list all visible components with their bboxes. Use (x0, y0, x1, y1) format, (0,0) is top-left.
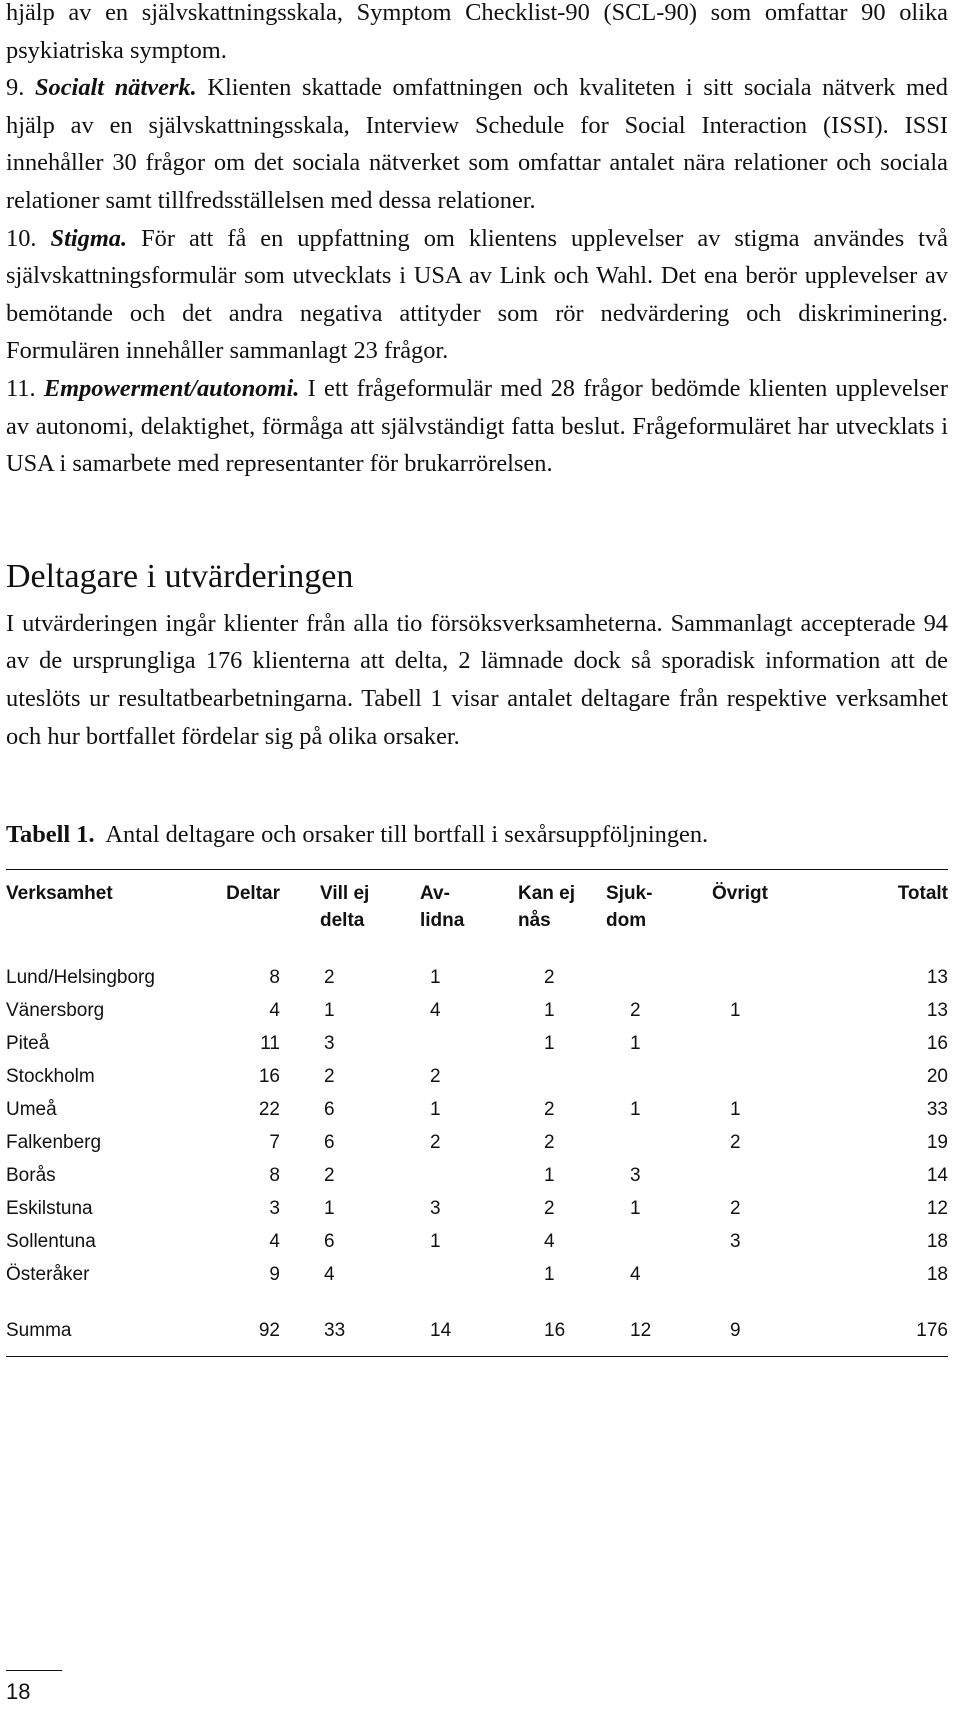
cell-text: 4 (630, 1263, 641, 1285)
cell-text: 14 (430, 1319, 452, 1341)
value-cell (592, 1093, 702, 1126)
cell-text: 12 (630, 1319, 652, 1341)
table-caption-label: Tabell 1. (6, 821, 95, 849)
cell-text: 8 (269, 1164, 280, 1186)
cell-text: Summa (6, 1319, 72, 1341)
row-label-cell (6, 994, 206, 1027)
value-cell (284, 1258, 394, 1291)
value-cell (494, 1027, 592, 1060)
item-term: Empowerment/autonomi. (43, 374, 300, 402)
value-cell (702, 1126, 794, 1159)
cell-text: Borås (6, 1164, 56, 1186)
value-cell (702, 954, 794, 994)
cell-text: 4 (430, 999, 441, 1021)
row-label-cell (6, 1258, 206, 1291)
table-row (6, 1192, 948, 1225)
value-cell (702, 1192, 794, 1225)
list-item-social-network (6, 69, 948, 219)
value-cell (206, 1027, 284, 1060)
value-cell (592, 1027, 702, 1060)
item-number: 9. (6, 74, 25, 102)
value-cell (794, 1060, 948, 1093)
column-header-line: Av- (420, 883, 450, 905)
table-row (6, 1126, 948, 1159)
value-cell (794, 1258, 948, 1291)
cell-text: Umeå (6, 1098, 57, 1120)
item-term: Socialt nätverk. (34, 74, 197, 102)
value-cell (702, 1060, 794, 1093)
cell-text: 1 (544, 1263, 555, 1285)
value-cell (206, 1159, 284, 1192)
cell-text: 2 (544, 966, 555, 988)
cell-text: 13 (926, 999, 948, 1021)
row-label-cell (6, 1192, 206, 1225)
cell-text: 13 (926, 966, 948, 988)
column-header-line: Vill ej (320, 883, 370, 905)
row-label-cell (6, 954, 206, 994)
value-cell (592, 994, 702, 1027)
column-header-line: Sjuk- (606, 883, 653, 905)
value-cell (494, 1060, 592, 1093)
cell-text: 2 (730, 1131, 741, 1153)
value-cell (206, 1192, 284, 1225)
cell-text: Piteå (6, 1032, 50, 1054)
value-cell (394, 1291, 494, 1356)
item-term: Stigma. (50, 224, 128, 252)
cell-text: 1 (324, 1197, 335, 1219)
value-cell (702, 1225, 794, 1258)
cell-text: 14 (926, 1164, 948, 1186)
cell-text: 4 (269, 999, 280, 1021)
cell-text: 1 (544, 1032, 555, 1054)
cell-text: 1 (730, 999, 741, 1021)
intro-paragraph: hjälp av en självskattningsskala, Symptom Checklist-90 (SCL-90) som omfattar 90 olika psykiatriska symptom. (6, 0, 948, 64)
cell-text: 2 (544, 1131, 555, 1153)
cell-text: 3 (269, 1197, 280, 1219)
cell-text: 9 (730, 1319, 741, 1341)
value-cell (394, 1159, 494, 1192)
cell-text: 9 (269, 1263, 280, 1285)
cell-text: 1 (630, 1197, 641, 1219)
value-cell (702, 994, 794, 1027)
cell-text: Falkenberg (6, 1131, 102, 1153)
table-header-row (6, 870, 948, 954)
value-cell (206, 1225, 284, 1258)
value-cell (592, 1258, 702, 1291)
value-cell (394, 1027, 494, 1060)
value-cell (284, 1060, 394, 1093)
value-cell (284, 1291, 394, 1356)
value-cell (206, 1291, 284, 1356)
cell-text: 2 (324, 1164, 335, 1186)
value-cell (592, 1126, 702, 1159)
cell-text: 92 (258, 1319, 280, 1341)
cell-text: Stockholm (6, 1065, 95, 1087)
cell-text: 1 (430, 1098, 441, 1120)
cell-text: 4 (324, 1263, 335, 1285)
value-cell (206, 954, 284, 994)
value-cell (702, 1258, 794, 1291)
cell-text: 6 (324, 1230, 335, 1252)
value-cell (592, 1192, 702, 1225)
value-cell (794, 1093, 948, 1126)
table-row (6, 1258, 948, 1291)
value-cell (702, 1027, 794, 1060)
value-cell (592, 1291, 702, 1356)
value-cell (394, 1060, 494, 1093)
value-cell (284, 1159, 394, 1192)
cell-text: 6 (324, 1098, 335, 1120)
cell-text: 18 (926, 1263, 948, 1285)
cell-text: 20 (926, 1065, 948, 1087)
column-header (6, 870, 206, 954)
row-label-cell (6, 1093, 206, 1126)
table-row (6, 1027, 948, 1060)
cell-text: 6 (324, 1131, 335, 1153)
value-cell (794, 1291, 948, 1356)
cell-text: 1 (544, 999, 555, 1021)
table-total-row (6, 1291, 948, 1356)
table-body (6, 954, 948, 1356)
cell-text: 1 (630, 1032, 641, 1054)
column-header-line: delta (320, 910, 365, 932)
column-header (284, 870, 394, 954)
value-cell (284, 1126, 394, 1159)
page-number: 18 (6, 1670, 62, 1705)
cell-text: 4 (544, 1230, 555, 1252)
column-header (794, 870, 948, 954)
value-cell (394, 1093, 494, 1126)
cell-text: 2 (730, 1197, 741, 1219)
table-caption-text: Antal deltagare och orsaker till bortfall i sexårsuppföljningen. (105, 821, 709, 849)
value-cell (284, 1225, 394, 1258)
item-text: I ett frågeformulär med 28 frågor bedömde klienten upplevelser av autonomi, delaktighet, förmåga att självständigt fatta beslut. Frågeformuläret har utvecklats i USA i samarbete med representanter för brukarrörelsen. (6, 374, 948, 478)
value-cell (206, 1093, 284, 1126)
cell-text: 19 (926, 1131, 948, 1153)
value-cell (394, 1126, 494, 1159)
column-header (494, 870, 592, 954)
value-cell (494, 1093, 592, 1126)
value-cell (206, 1258, 284, 1291)
column-header-line: Kan ej (518, 883, 576, 905)
cell-text: 8 (269, 966, 280, 988)
value-cell (284, 954, 394, 994)
row-label-cell (6, 1159, 206, 1192)
cell-text: 16 (926, 1032, 948, 1054)
column-header-line: lidna (420, 910, 465, 932)
value-cell (394, 1225, 494, 1258)
value-cell (394, 1192, 494, 1225)
cell-text: Eskilstuna (6, 1197, 93, 1219)
cell-text: 2 (430, 1131, 441, 1153)
cell-text: 16 (544, 1319, 566, 1341)
cell-text: Österåker (6, 1263, 90, 1285)
item-number: 10. (6, 224, 37, 252)
row-label-cell (6, 1291, 206, 1356)
value-cell (794, 994, 948, 1027)
value-cell (494, 1291, 592, 1356)
value-cell (702, 1093, 794, 1126)
cell-text: 2 (430, 1065, 441, 1087)
value-cell (394, 994, 494, 1027)
value-cell (794, 1126, 948, 1159)
cell-text: 33 (926, 1098, 948, 1120)
cell-text: 2 (630, 999, 641, 1021)
cell-text: 7 (269, 1131, 280, 1153)
value-cell (794, 1192, 948, 1225)
value-cell (206, 994, 284, 1027)
row-label-cell (6, 1126, 206, 1159)
value-cell (702, 1291, 794, 1356)
table-row (6, 954, 948, 994)
cell-text: 12 (926, 1197, 948, 1219)
table-row (6, 1159, 948, 1192)
cell-text: Lund/Helsingborg (6, 966, 155, 988)
cell-text: 4 (269, 1230, 280, 1252)
cell-text: 3 (430, 1197, 441, 1219)
value-cell (702, 1159, 794, 1192)
cell-text: 2 (324, 1065, 335, 1087)
table-row (6, 1225, 948, 1258)
cell-text: 33 (324, 1319, 346, 1341)
column-header (206, 870, 284, 954)
cell-text: 3 (324, 1032, 335, 1054)
column-header-line: Totalt (897, 883, 948, 905)
table-row (6, 1060, 948, 1093)
cell-text: 2 (324, 966, 335, 988)
value-cell (284, 1027, 394, 1060)
value-cell (592, 954, 702, 994)
document-page (6, 0, 948, 1357)
value-cell (284, 1093, 394, 1126)
column-header-line: dom (606, 910, 647, 932)
cell-text: 3 (730, 1230, 741, 1252)
list-item-empowerment (6, 370, 948, 483)
value-cell (494, 1126, 592, 1159)
cell-text: 1 (544, 1164, 555, 1186)
cell-text: Vänersborg (6, 999, 105, 1021)
column-header-line: Övrigt (712, 883, 768, 905)
value-cell (494, 994, 592, 1027)
value-cell (206, 1126, 284, 1159)
value-cell (494, 1192, 592, 1225)
cell-text: 1 (430, 1230, 441, 1252)
table-row (6, 1093, 948, 1126)
value-cell (794, 1225, 948, 1258)
value-cell (794, 1027, 948, 1060)
value-cell (794, 1159, 948, 1192)
cell-text: 16 (258, 1065, 280, 1087)
value-cell (592, 1225, 702, 1258)
cell-text: 3 (630, 1164, 641, 1186)
section-heading: Deltagare i utvärderingen (6, 557, 354, 595)
column-header-line: Deltar (226, 883, 280, 905)
value-cell (394, 1258, 494, 1291)
list-item-stigma (6, 220, 948, 370)
value-cell (494, 1258, 592, 1291)
cell-text: 11 (260, 1032, 280, 1054)
row-label-cell (6, 1225, 206, 1258)
value-cell (494, 954, 592, 994)
item-number: 11. (6, 374, 36, 402)
column-header (592, 870, 702, 954)
value-cell (592, 1060, 702, 1093)
cell-text: 1 (630, 1098, 641, 1120)
cell-text: 176 (916, 1319, 948, 1341)
row-label-cell (6, 1060, 206, 1093)
cell-text: 2 (544, 1098, 555, 1120)
value-cell (592, 1159, 702, 1192)
table-bottom-rule (6, 1356, 948, 1357)
item-text: För att få en uppfattning om klientens upplevelser av stigma användes två självskattningsformulär som utvecklats i USA av Link och Wahl. Det ena berör upplevelser av bemötande och det andra negativa attityder som rör nedvärdering och diskriminering. Formulären innehåller sammanlagt 23 frågor. (6, 224, 948, 365)
value-cell (394, 954, 494, 994)
participants-table (6, 870, 948, 1356)
value-cell (284, 994, 394, 1027)
cell-text: 2 (544, 1197, 555, 1219)
table-row (6, 994, 948, 1027)
cell-text: 18 (926, 1230, 948, 1252)
cell-text: 1 (324, 999, 335, 1021)
value-cell (284, 1192, 394, 1225)
column-header-line: nås (518, 910, 551, 932)
column-header (394, 870, 494, 954)
value-cell (494, 1159, 592, 1192)
cell-text: 1 (730, 1098, 741, 1120)
value-cell (794, 954, 948, 994)
value-cell (206, 1060, 284, 1093)
cell-text: 22 (258, 1098, 280, 1120)
table-caption (6, 817, 948, 853)
column-header-line: Verksamhet (6, 883, 113, 905)
item-text: Klienten skattade omfattningen och kvaliteten i sitt sociala nätverk med hjälp av en självskattningsskala, Interview Schedule for Social Interaction (ISSI). ISSI innehåller 30 frågor om det sociala nätverket som omfattar antalet nära relationer och sociala relationer samt tillfredsställelsen med dessa relationer. (6, 74, 948, 214)
section-paragraph: I utvärderingen ingår klienter från alla tio försöksverksamheterna. Sammanlagt accepterade 94 av de ursprungliga 176 klienterna att delta, 2 lämnade dock så sporadisk information att de uteslöts ur resultatbearbetningarna. Tabell 1 visar antalet deltagare från respektive verksamhet och hur bortfallet fördelar sig på olika orsaker. (6, 609, 948, 750)
column-header (702, 870, 794, 954)
value-cell (494, 1225, 592, 1258)
cell-text: 1 (430, 966, 441, 988)
cell-text: Sollentuna (6, 1230, 96, 1252)
row-label-cell (6, 1027, 206, 1060)
